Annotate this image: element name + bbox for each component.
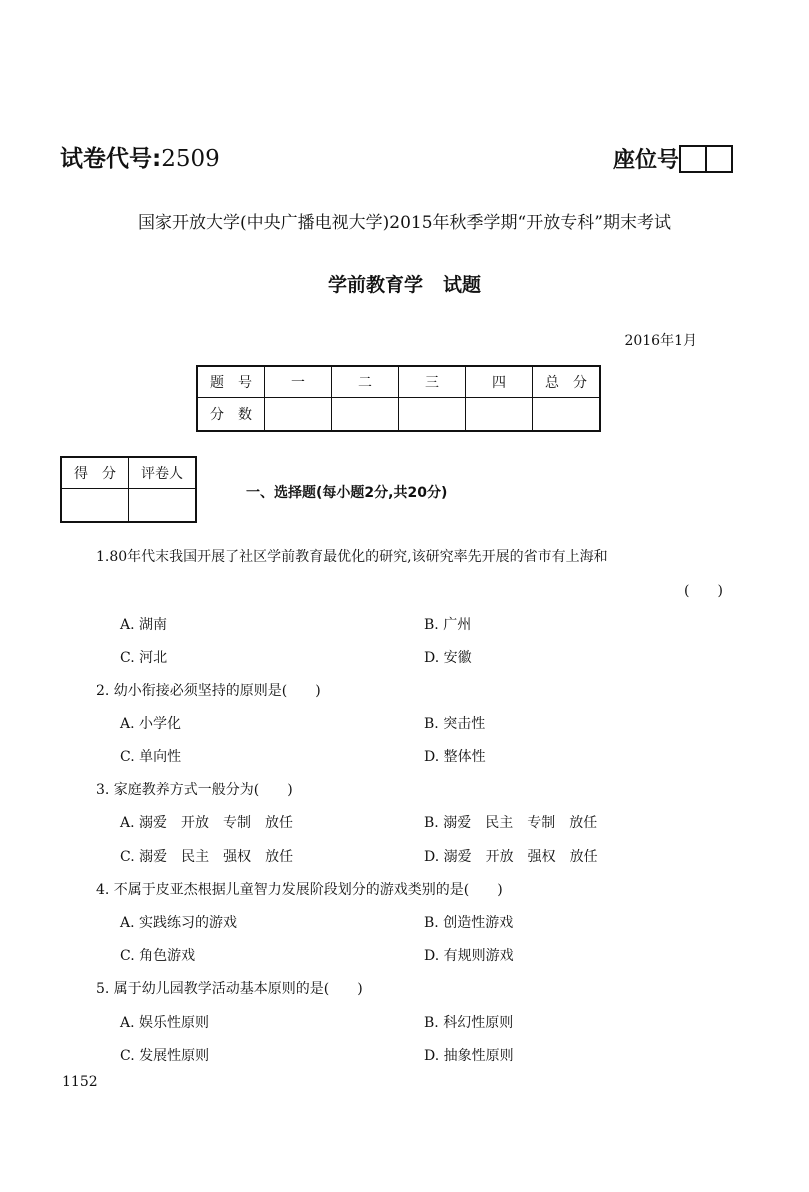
option-a: A. 实践练习的游戏 bbox=[120, 915, 238, 931]
seat-label: 座位号 bbox=[612, 148, 679, 173]
option-d: D. 有规则游戏 bbox=[424, 948, 514, 964]
score-header-cell: 三 bbox=[399, 366, 466, 398]
paper-code bbox=[60, 140, 220, 173]
score-cell[interactable] bbox=[533, 398, 601, 432]
question-5: 5. 属于幼儿园教学活动基本原则的是( ) bbox=[96, 981, 363, 997]
paper-code-value: 2509 bbox=[161, 146, 220, 172]
score-row-label: 分 数 bbox=[197, 398, 265, 432]
section-heading: 一、选择题(每小题2分,共20分) bbox=[246, 485, 448, 501]
score-header-row bbox=[197, 366, 600, 398]
option-d: D. 抽象性原则 bbox=[424, 1048, 514, 1064]
subject-title bbox=[0, 270, 809, 297]
answer-paren: ( ) bbox=[684, 583, 723, 599]
subject-name: 学前教育学 bbox=[327, 274, 423, 296]
exam-title: 国家开放大学(中央广播电视大学)2015年秋季学期“开放专科”期末考试 bbox=[138, 213, 671, 233]
question-2: 2. 幼小衔接必须坚持的原则是( ) bbox=[96, 683, 321, 699]
seat-box bbox=[679, 145, 707, 173]
option-a: A. 溺爱 开放 专制 放任 bbox=[120, 815, 294, 831]
grader-name-label: 评卷人 bbox=[129, 457, 197, 489]
option-d: D. 溺爱 开放 强权 放任 bbox=[424, 849, 598, 865]
option-b: B. 溺爱 民主 专制 放任 bbox=[424, 815, 598, 831]
option-b: B. 创造性游戏 bbox=[424, 915, 514, 931]
paper-code-label: 试卷代号: bbox=[60, 146, 162, 172]
option-a: A. 小学化 bbox=[120, 716, 182, 732]
score-cell[interactable] bbox=[399, 398, 466, 432]
seat-boxes bbox=[681, 145, 733, 173]
seat-box bbox=[705, 145, 733, 173]
grader-score-cell[interactable] bbox=[61, 489, 129, 523]
score-header-cell: 四 bbox=[466, 366, 533, 398]
exam-date: 2016年1月 bbox=[624, 333, 697, 349]
score-value-row bbox=[197, 398, 600, 432]
option-c: C. 溺爱 民主 强权 放任 bbox=[120, 849, 294, 865]
score-header-cell: 二 bbox=[332, 366, 399, 398]
grader-name-cell[interactable] bbox=[129, 489, 197, 523]
score-table bbox=[196, 365, 601, 432]
option-d: D. 整体性 bbox=[424, 749, 486, 765]
score-cell[interactable] bbox=[332, 398, 399, 432]
subject-suffix: 试题 bbox=[443, 274, 482, 296]
seat-number bbox=[613, 143, 733, 174]
option-c: C. 单向性 bbox=[120, 749, 182, 765]
option-c: C. 角色游戏 bbox=[120, 948, 196, 964]
question-4: 4. 不属于皮亚杰根据儿童智力发展阶段划分的游戏类别的是( ) bbox=[96, 882, 503, 898]
option-a: A. 湖南 bbox=[120, 617, 168, 633]
score-cell[interactable] bbox=[265, 398, 332, 432]
score-header-cell: 题 号 bbox=[197, 366, 265, 398]
option-d: D. 安徽 bbox=[424, 650, 472, 666]
question-3: 3. 家庭教养方式一般分为( ) bbox=[96, 782, 293, 798]
option-b: B. 科幻性原则 bbox=[424, 1015, 514, 1031]
grader-score-label: 得 分 bbox=[61, 457, 129, 489]
option-b: B. 广州 bbox=[424, 617, 472, 633]
question-1: 1.80年代末我国开展了社区学前教育最优化的研究,该研究率先开展的省市有上海和 bbox=[96, 549, 608, 565]
grader-box bbox=[60, 456, 197, 523]
page-number: 1152 bbox=[62, 1074, 98, 1090]
score-cell[interactable] bbox=[466, 398, 533, 432]
score-header-cell: 一 bbox=[265, 366, 332, 398]
option-b: B. 突击性 bbox=[424, 716, 486, 732]
option-c: C. 河北 bbox=[120, 650, 168, 666]
score-header-cell: 总 分 bbox=[533, 366, 601, 398]
option-c: C. 发展性原则 bbox=[120, 1048, 210, 1064]
option-a: A. 娱乐性原则 bbox=[120, 1015, 210, 1031]
